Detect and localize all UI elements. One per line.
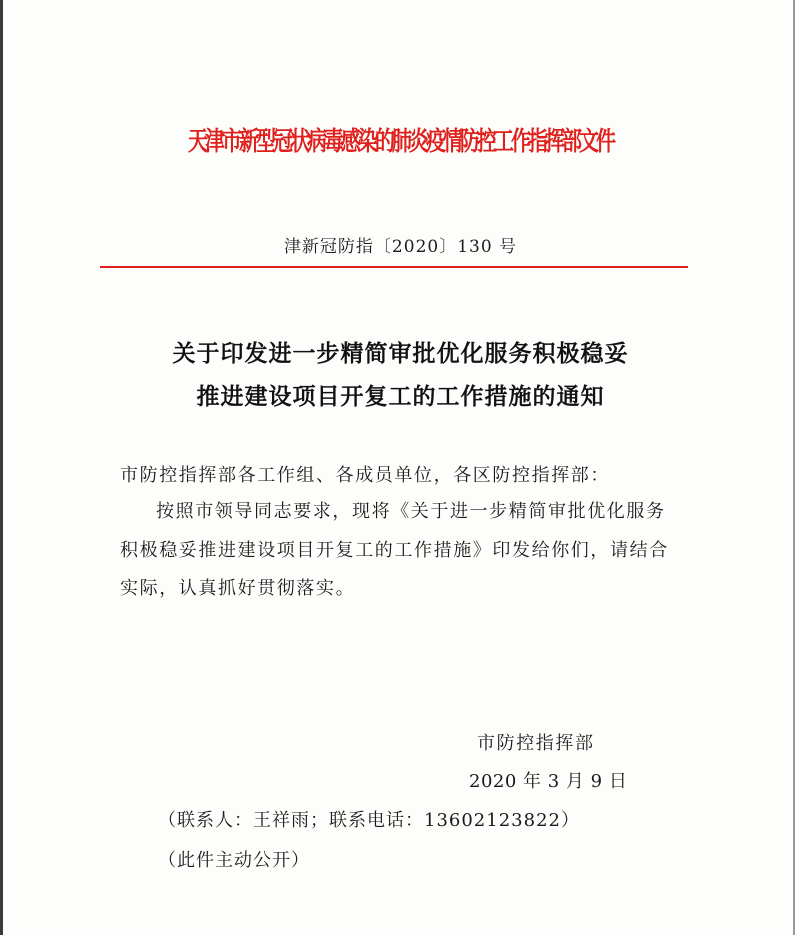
paragraph-line-1: 按照市领导同志要求，现将《关于进一步精简审批优化服务 [156, 501, 666, 522]
signing-organization: 市防控指挥部 [477, 733, 595, 754]
paragraph-line-2: 积极稳妥推进建设项目开复工的工作措施》印发给你们，请结合 [120, 540, 669, 561]
salutation: 市防控指挥部各工作组、各成员单位，各区防控指挥部： [120, 465, 610, 486]
document-title-line-2: 推进建设项目开复工的工作措施的通知 [196, 383, 605, 410]
signing-date: 2020 年 3 月 9 日 [469, 771, 628, 792]
red-divider-line [100, 266, 688, 268]
paragraph-line-3: 实际，认真抓好贯彻落实。 [120, 578, 356, 599]
public-disclosure-note: （此件主动公开） [158, 850, 310, 871]
issuer-header-title: 天津市新型冠状病毒感染的肺炎疫情防控工作指挥部文件 [188, 125, 613, 157]
contact-info: （联系人：王祥雨；联系电话：13602123822） [158, 810, 580, 831]
document-number: 津新冠防指〔2020〕130 号 [283, 237, 518, 257]
document-title-line-1: 关于印发进一步精简审批优化服务积极稳妥 [172, 340, 629, 367]
